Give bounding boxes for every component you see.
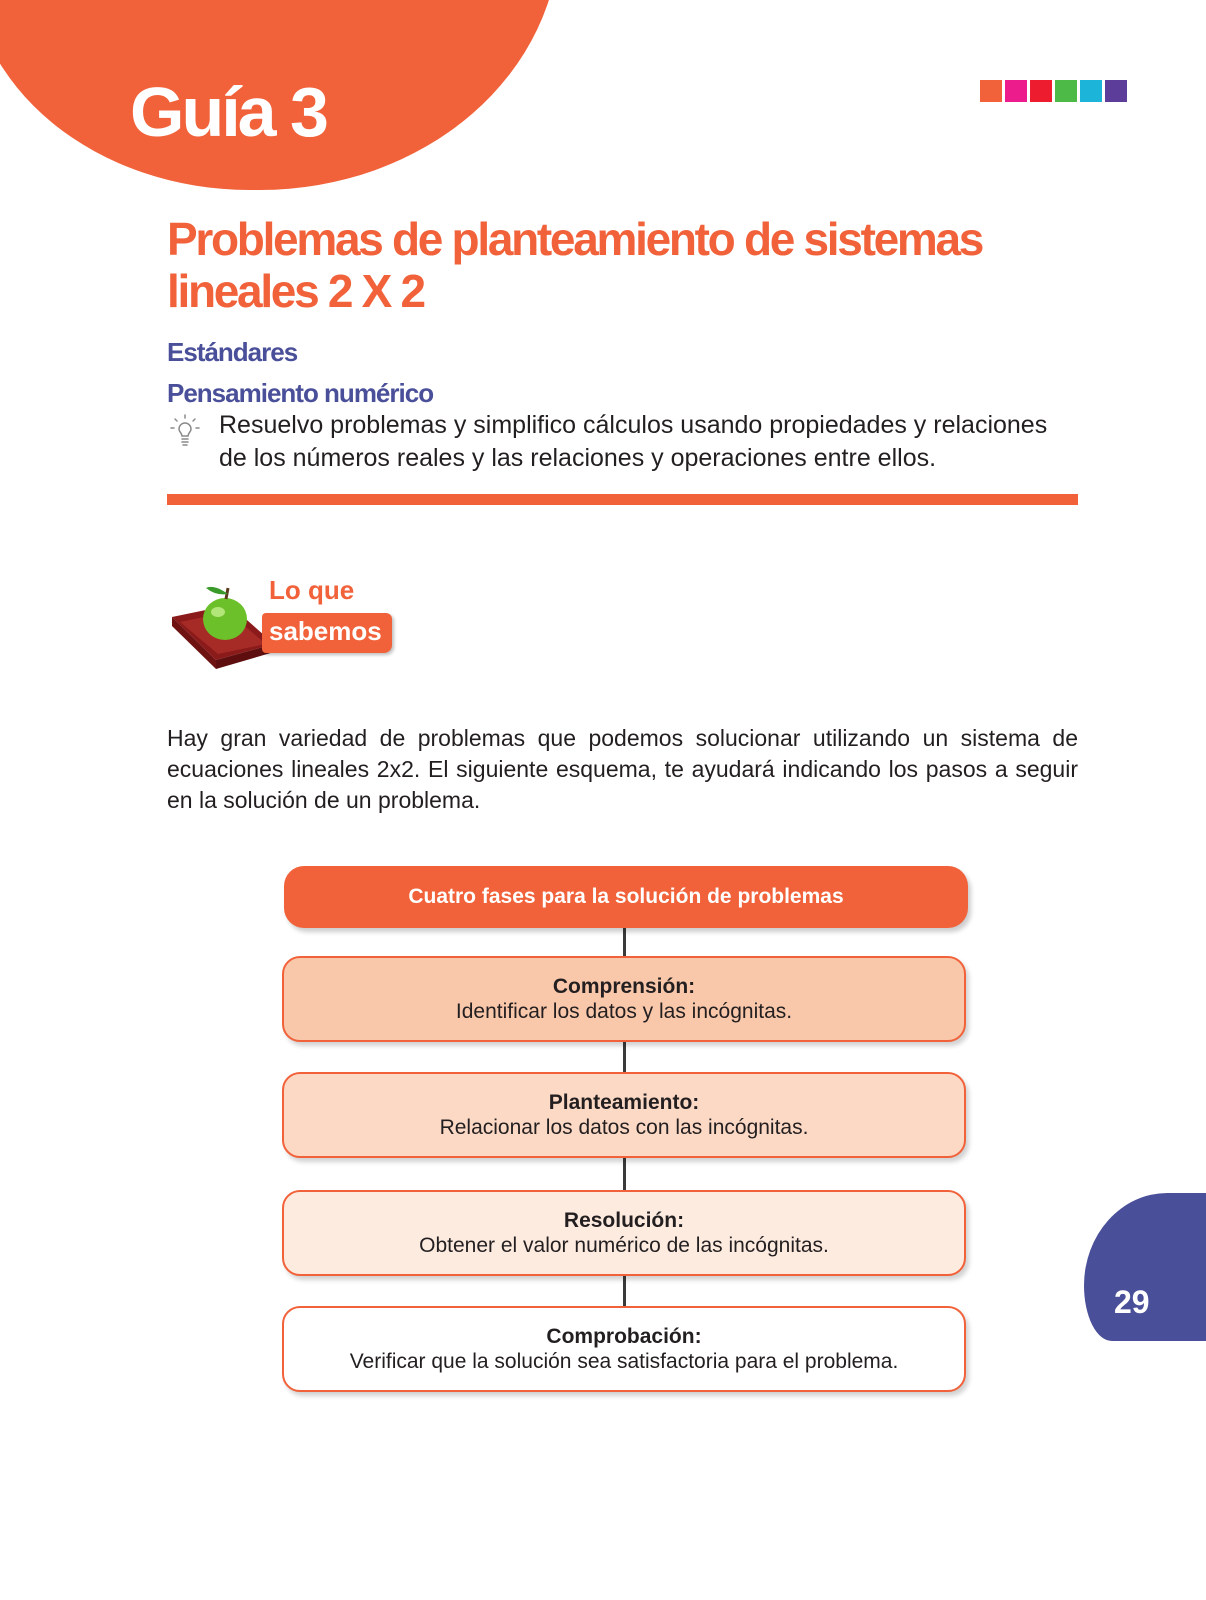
standard-text: Resuelvo problemas y simplifico cálculos usando propiedades y relaciones de los números reales y las relaciones y operaciones entre ellos.	[219, 411, 1048, 472]
phase-title: Resolución:	[563, 1209, 685, 1232]
badge-title-line2: sabemos	[269, 616, 382, 646]
color-swatch	[1005, 80, 1027, 102]
document-title: Problemas de planteamiento de sistemas lineales 2 X 2	[167, 213, 983, 317]
guide-title: Guía 3	[130, 73, 326, 151]
standards-subheading: Pensamiento numérico	[167, 378, 434, 408]
color-strip	[980, 80, 1127, 102]
lightbulb-icon	[170, 414, 200, 448]
standards-heading: Estándares	[167, 337, 298, 367]
phase-description: Verificar que la solución sea satisfactoria para el problema.	[349, 1350, 899, 1373]
color-swatch	[980, 80, 1002, 102]
phase-title: Comprobación:	[546, 1325, 702, 1348]
color-swatch	[1080, 80, 1102, 102]
scheme-header: Cuatro fases para la solución de problemas	[284, 866, 968, 928]
phase-box-comprobacion	[282, 1306, 966, 1392]
divider	[167, 494, 1078, 505]
phase-description: Relacionar los datos con las incógnitas.	[439, 1116, 809, 1139]
color-swatch	[1105, 80, 1127, 102]
badge-title-line1: Lo que	[269, 575, 355, 605]
phase-title: Planteamiento:	[548, 1091, 700, 1114]
phase-box-resolucion	[282, 1190, 966, 1276]
phase-box-planteamiento	[282, 1072, 966, 1158]
color-swatch	[1030, 80, 1052, 102]
phase-title: Comprensión:	[552, 975, 696, 998]
phase-box-comprension	[282, 956, 966, 1042]
page-number: 29	[1114, 1284, 1150, 1320]
phase-description: Identificar los datos y las incógnitas.	[455, 1000, 793, 1023]
intro-paragraph: Hay gran variedad de problemas que podemos solucionar utilizando un sistema de ecuaciones lineales 2x2. El siguiente esquema, te ayudará indicando los pasos a seguir en la solución de un problema.	[167, 725, 1078, 813]
phase-description: Obtener el valor numérico de las incógnitas.	[419, 1234, 829, 1257]
color-swatch	[1055, 80, 1077, 102]
